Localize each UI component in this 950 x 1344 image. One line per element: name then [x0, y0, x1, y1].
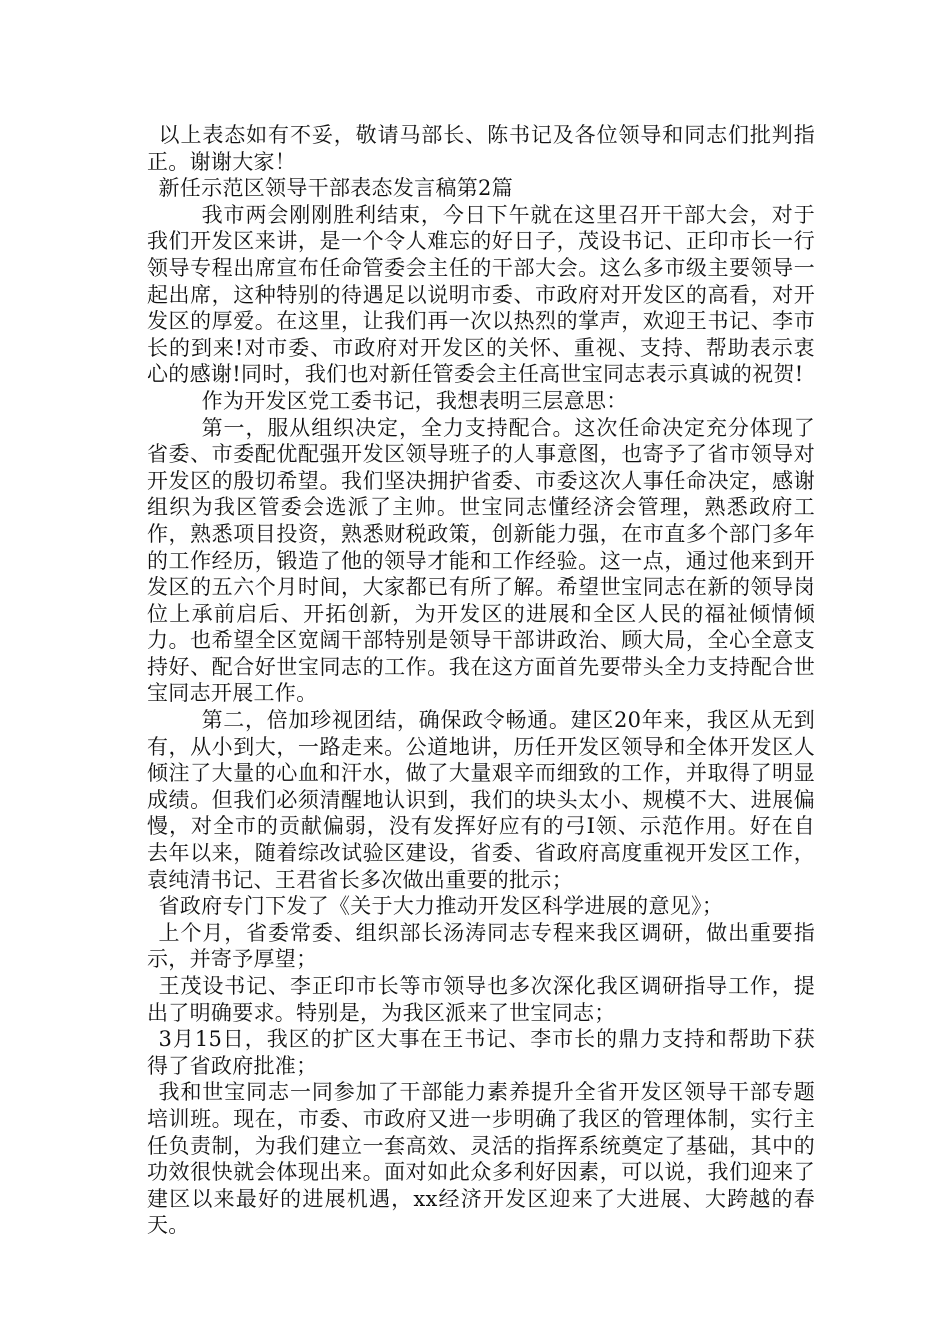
point-two-paragraph: 第二，倍加珍视团结，确保政令畅通。建区20年来，我区从无到有，从小到大，一路走来。公道地讲，历任开发区领导和全体开发区人倾注了大量的心血和汗水，做了大量艰辛而细致的工作，并取得了明显成绩。但我们必须清醒地认识到，我们的块头太小、规模不大、进展偏慢，对全市的贡献偏弱，没有发挥好应有的弓I领、示范作用。好在自去年以来，随着综改试验区建设，省委、省政府高度重视开发区工作，袁纯清书记、王君省长多次做出重要的批示； — [147, 708, 815, 892]
list-item: 我和世宝同志一同参加了干部能力素养提升全省开发区领导干部专题培训班。现在，市委、市政府又进一步明确了我区的管理体制，实行主任负责制，为我们建立一套高效、灵活的指挥系统奠定了基础，其中的功效很快就会体现出来。面对如此众多利好因素，可以说，我们迎来了建区以来最好的进展机遇，xx经济开发区迎来了大进展、大跨越的春天。 — [147, 1080, 815, 1238]
list-item: 3月15日，我区的扩区大事在王书记、李市长的鼎力支持和帮助下获得了省政府批准； — [147, 1027, 815, 1078]
list-item: 王茂设书记、李正印市长等市领导也多次深化我区调研指导工作，提出了明确要求。特别是，为我区派来了世宝同志； — [147, 974, 815, 1025]
list-item: 省政府专门下发了《关于大力推动开发区科学进展的意见》； — [158, 894, 724, 919]
intro-paragraph: 作为开发区党工委书记，我想表明三层意思： — [201, 388, 628, 413]
list-item: 上个月，省委常委、组织部长汤涛同志专程来我区调研，做出重要指示，并寄予厚望； — [147, 920, 815, 972]
closing-paragraph: 以上表态如有不妥，敬请马部长、陈书记及各位领导和同志们批判指正。谢谢大家！ — [147, 123, 815, 174]
section-heading: 新任示范区领导干部表态发言稿第2篇 — [158, 176, 514, 201]
document-body — [147, 122, 815, 1239]
opening-paragraph: 我市两会刚刚胜利结束，今日下午就在这里召开干部大会，对于我们开发区来讲，是一个令人难忘的好日子，茂设书记、正印市长一行领导专程出席宣布任命管委会主任的干部大会。这么多市级主要领导一起出席，这种特别的待遇足以说明市委、市政府对开发区的高看，对开发区的厚爱。在这里，让我们再一次以热烈的掌声，欢迎王书记、李市长的到来!对市委、市政府对开发区的关怀、重视、支持、帮助表示衷心的感谢!同时，我们也对新任管委会主任高世宝同志表示真诚的祝贺! — [147, 202, 815, 387]
point-one-paragraph: 第一，服从组织决定，全力支持配合。这次任命决定充分体现了省委、市委配优配强开发区领导班子的人事意图，也寄予了省市领导对开发区的殷切希望。我们坚决拥护省委、市委这次人事任命决定，感谢组织为我区管委会选派了主帅。世宝同志懂经济会管理，熟悉政府工作，熟悉项目投资，熟悉财税政策，创新能力强，在市直多个部门多年的工作经历，锻造了他的领导才能和工作经验。这一点，通过他来到开发区的五六个月时间，大家都已有所了解。希望世宝同志在新的领导岗位上承前启后、开拓创新，为开发区的进展和全区人民的福祉倾情倾力。也希望全区宽阔干部特别是领导干部讲政治、顾大局，全心全意支持好、配合好世宝同志的工作。我在这方面首先要带头全力支持配合世宝同志开展工作。 — [147, 415, 815, 706]
